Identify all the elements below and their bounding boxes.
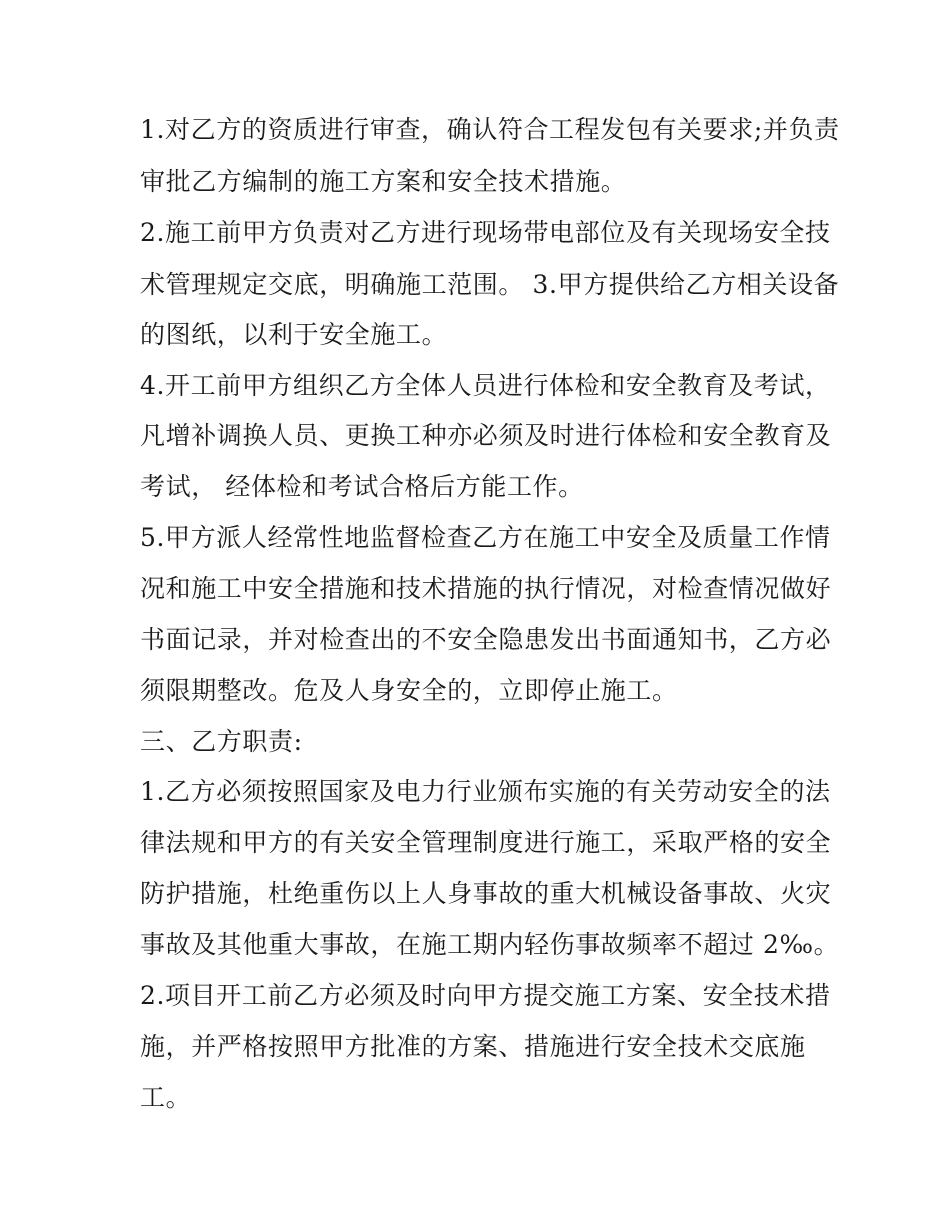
text-line: 防护措施，杜绝重伤以上人身事故的重大机械设备事故、火灾 (140, 879, 832, 908)
text-line: 考试， 经体检和考试合格后方能工作。 (140, 472, 584, 501)
text-line: 4.开工前甲方组织乙方全体人员进行体检和安全教育及考试， (140, 371, 831, 400)
text-line: 5.甲方派人经常性地监督检查乙方在施工中安全及质量工作情 (140, 523, 831, 552)
text-line: 事故及其他重大事故，在施工期内轻伤事故频率不超过 2‰。 (140, 930, 840, 959)
text-line: 须限期整改。危及人身安全的，立即停止施工。 (140, 676, 678, 705)
text-line: 术管理规定交底，明确施工范围。 3.甲方提供给乙方相关设备 (140, 270, 840, 299)
text-line: 书面记录，并对检查出的不安全隐患发出书面通知书，乙方必 (140, 625, 832, 654)
text-line: 1.对乙方的资质进行审查，确认符合工程发包有关要求;并负责 (140, 115, 840, 144)
text-line: 况和施工中安全措施和技术措施的执行情况，对检查情况做好 (140, 574, 832, 603)
text-line: 2.项目开工前乙方必须及时向甲方提交施工方案、安全技术措 (140, 981, 831, 1010)
text-line: 的图纸，以利于安全施工。 (140, 320, 448, 349)
text-line: 凡增补调换人员、更换工种亦必须及时进行体检和安全教育及 (140, 421, 832, 450)
text-line: 施，并严格按照甲方批准的方案、措施进行安全技术交底施 (140, 1032, 806, 1061)
text-line: 律法规和甲方的有关安全管理制度进行施工，采取严格的安全 (140, 828, 832, 857)
text-line: 审批乙方编制的施工方案和安全技术措施。 (140, 167, 627, 196)
text-line: 1.乙方必须按照国家及电力行业颁布实施的有关劳动安全的法 (140, 777, 831, 806)
text-line: 工。 (140, 1083, 192, 1112)
section-heading: 三、乙方职责: (140, 727, 303, 756)
text-line: 2.施工前甲方负责对乙方进行现场带电部位及有关现场安全技 (140, 218, 831, 247)
